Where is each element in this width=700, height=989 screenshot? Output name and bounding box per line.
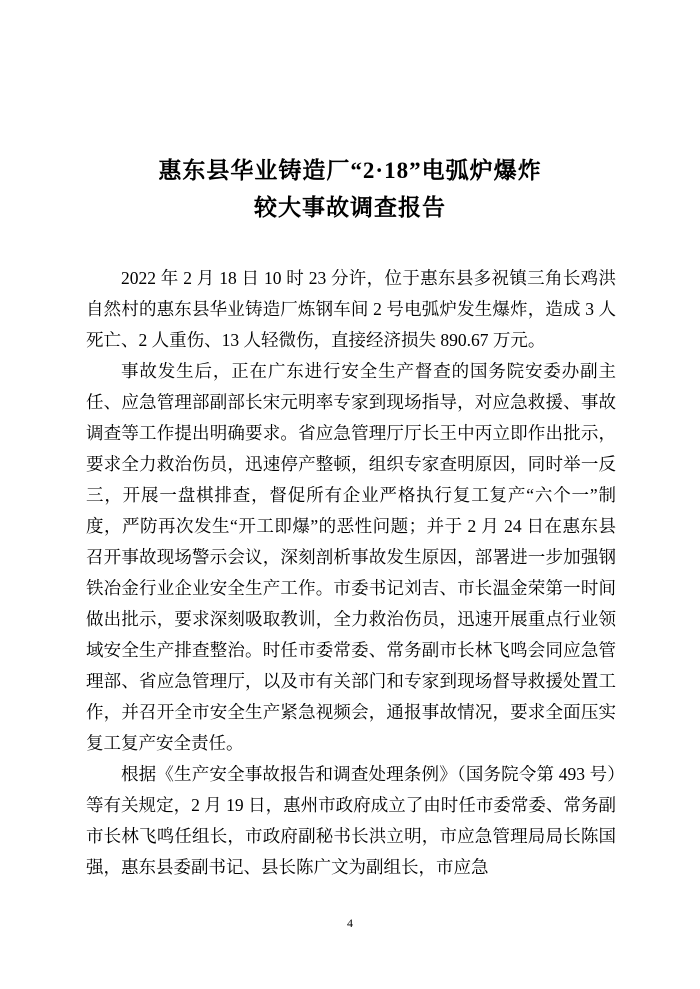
paragraph: 根据《生产安全事故报告和调查处理条例》（国务院令第 493 号）等有关规定，2 月 19 日，惠州市政府成立了由时任市委常委、常务副市长林飞鸣任组长，市政府副秘书长洪立明，市应急管理局局长陈国强，惠东县委副书记、县长陈广文为副组长，市应急: [86, 764, 616, 877]
report-title-line1: 惠东县华业铸造厂“2·18”电弧炉爆炸: [158, 158, 542, 183]
report-title: [85, 152, 615, 226]
page-number: 4: [347, 916, 353, 930]
paragraph: 事故发生后，正在广东进行安全生产督查的国务院安委办副主任、应急管理部副部长宋元明率专家到现场指导，对应急救援、事故调查等工作提出明确要求。省应急管理厅厅长王中丙立即作出批示，要求全力救治伤员，迅速停产整顿，组织专家查明原因，同时举一反三，开展一盘棋排查，督促所有企业严格执行复工复产“六个一”制度，严防再次发生“开工即爆”的恶性问题；并于 2 月 24 日在惠东县召开事故现场警示会议，深刻剖析事故发生原因，部署进一步加强钢铁冶金行业企业安全生产工作。市委书记刘吉、市长温金荣第一时间做出批示，要求深刻吸取教训，全力救治伤员，迅速开展重点行业领域安全生产排查整治。时任市委常委、常务副市长林飞鸣会同应急管理部、省应急管理厅，以及市有关部门和专家到现场督导救援处置工作，并召开全市安全生产紧急视频会，通报事故情况，要求全面压实复工复产安全责任。: [86, 361, 616, 753]
report-body: [86, 263, 616, 883]
report-title-line2: 较大事故调查报告: [254, 195, 446, 220]
paragraph: 2022 年 2 月 18 日 10 时 23 分许，位于惠东县多祝镇三角长鸡洪自然村的惠东县华业铸造厂炼钢车间 2 号电弧炉发生爆炸，造成 3 人死亡、2 人重伤、13 人轻微伤，直接经济损失 890.67 万元。: [86, 268, 616, 350]
